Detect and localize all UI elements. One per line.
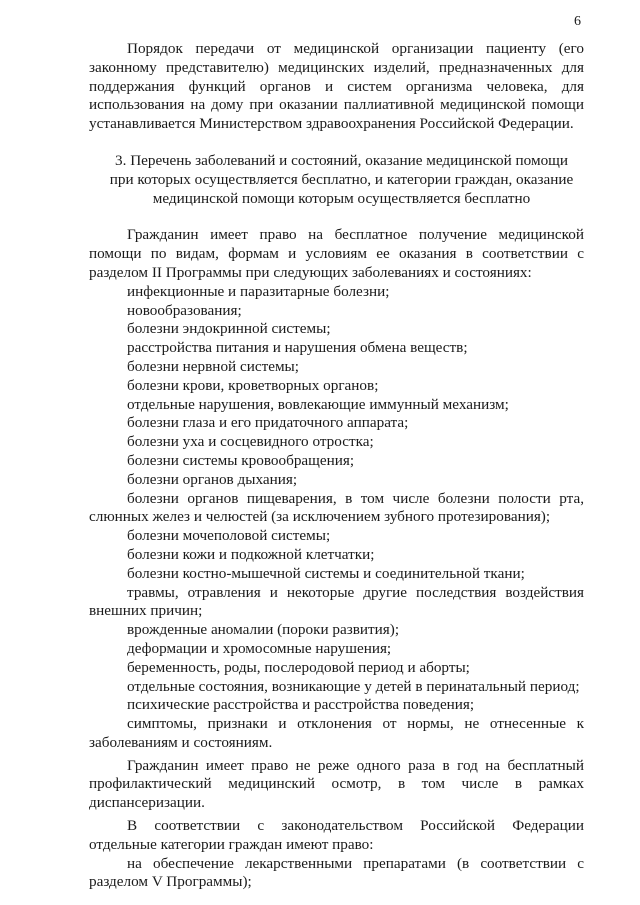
section-title-line-3: медицинской помощи которым осуществляется бесплатно (152, 189, 531, 207)
list-item-digestive: болезни органов пищеварения, в том числе болезни полости рта, слюнных желез и челюстей (за исключением зубного протезирования); (89, 489, 584, 526)
list-item: врожденные аномалии (пороки развития); (127, 621, 400, 639)
list-item: болезни эндокринной системы; (127, 320, 331, 338)
section-title-line-1: 3. Перечень заболеваний и состояний, оказание медицинской помощи (115, 151, 568, 169)
right-paragraph: Гражданин имеет право на бесплатное получение медицинской помощи по видам, формам и условиям ее оказания в соответствии с разделом II Программы при следующих заболеваниях и состояниях: (89, 226, 584, 281)
list-item: болезни кожи и подкожной клетчатки; (127, 545, 375, 563)
document-body (89, 40, 584, 892)
list-item: болезни крови, кроветворных органов; (127, 376, 379, 394)
list-item: деформации и хромосомные нарушения; (127, 639, 392, 657)
list-item: болезни мочеполовой системы; (127, 527, 331, 545)
list-item: болезни системы кровообращения; (127, 451, 355, 469)
drugs-paragraph: на обеспечение лекарственными препаратами (в соответствии с разделом V Программы); (89, 854, 584, 891)
categories-paragraph: В соответствии с законодательством Российской Федерации отдельные категории граждан имеют право: (89, 817, 584, 853)
list-item: болезни глаза и его придаточного аппарата; (127, 414, 409, 432)
page-number: 6 (574, 14, 581, 29)
conditions-list-2 (89, 527, 584, 583)
list-item: отдельные нарушения, вовлекающие иммунный механизм; (127, 395, 509, 413)
list-item: расстройства питания и нарушения обмена веществ; (127, 339, 468, 357)
list-item: инфекционные и паразитарные болезни; (127, 282, 390, 300)
list-item: беременность, роды, послеродовой период и аборты; (127, 658, 470, 676)
conditions-list (89, 283, 584, 490)
section-title-line-2: при которых осуществляется бесплатно, и категории граждан, оказание (109, 170, 574, 188)
list-item-trauma: травмы, отравления и некоторые другие последствия воздействия внешних причин; (89, 583, 584, 620)
checkup-paragraph: Гражданин имеет право не реже одного раза в год на бесплатный профилактический медицинский осмотр, в том числе в рамках диспансеризации. (89, 756, 584, 812)
list-item: болезни уха и сосцевидного отростка; (127, 433, 374, 451)
list-item-perinatal: отдельные состояния, возникающие у детей в перинатальный период; (127, 677, 580, 695)
list-item: новообразования; (127, 301, 242, 319)
list-item: болезни костно-мышечной системы и соединительной ткани; (127, 564, 525, 582)
list-item-symptoms: симптомы, признаки и отклонения от нормы, не отнесенные к заболеваниям и состояниям. (89, 715, 584, 751)
conditions-list-3 (89, 621, 584, 677)
section-title (89, 152, 584, 208)
list-item: болезни органов дыхания; (127, 470, 298, 488)
list-item-mental: психические расстройства и расстройства поведения; (127, 696, 475, 714)
intro-paragraph: Порядок передачи от медицинской организации пациенту (его законному представителю) медицинских изделий, предназначенных для поддержания функций органов и систем организма человека, для использования на дому при оказании паллиативной медицинской помощи устанавливается Министерством здравоохранения Российской Федерации. (89, 40, 584, 133)
list-item: болезни нервной системы; (127, 357, 299, 375)
